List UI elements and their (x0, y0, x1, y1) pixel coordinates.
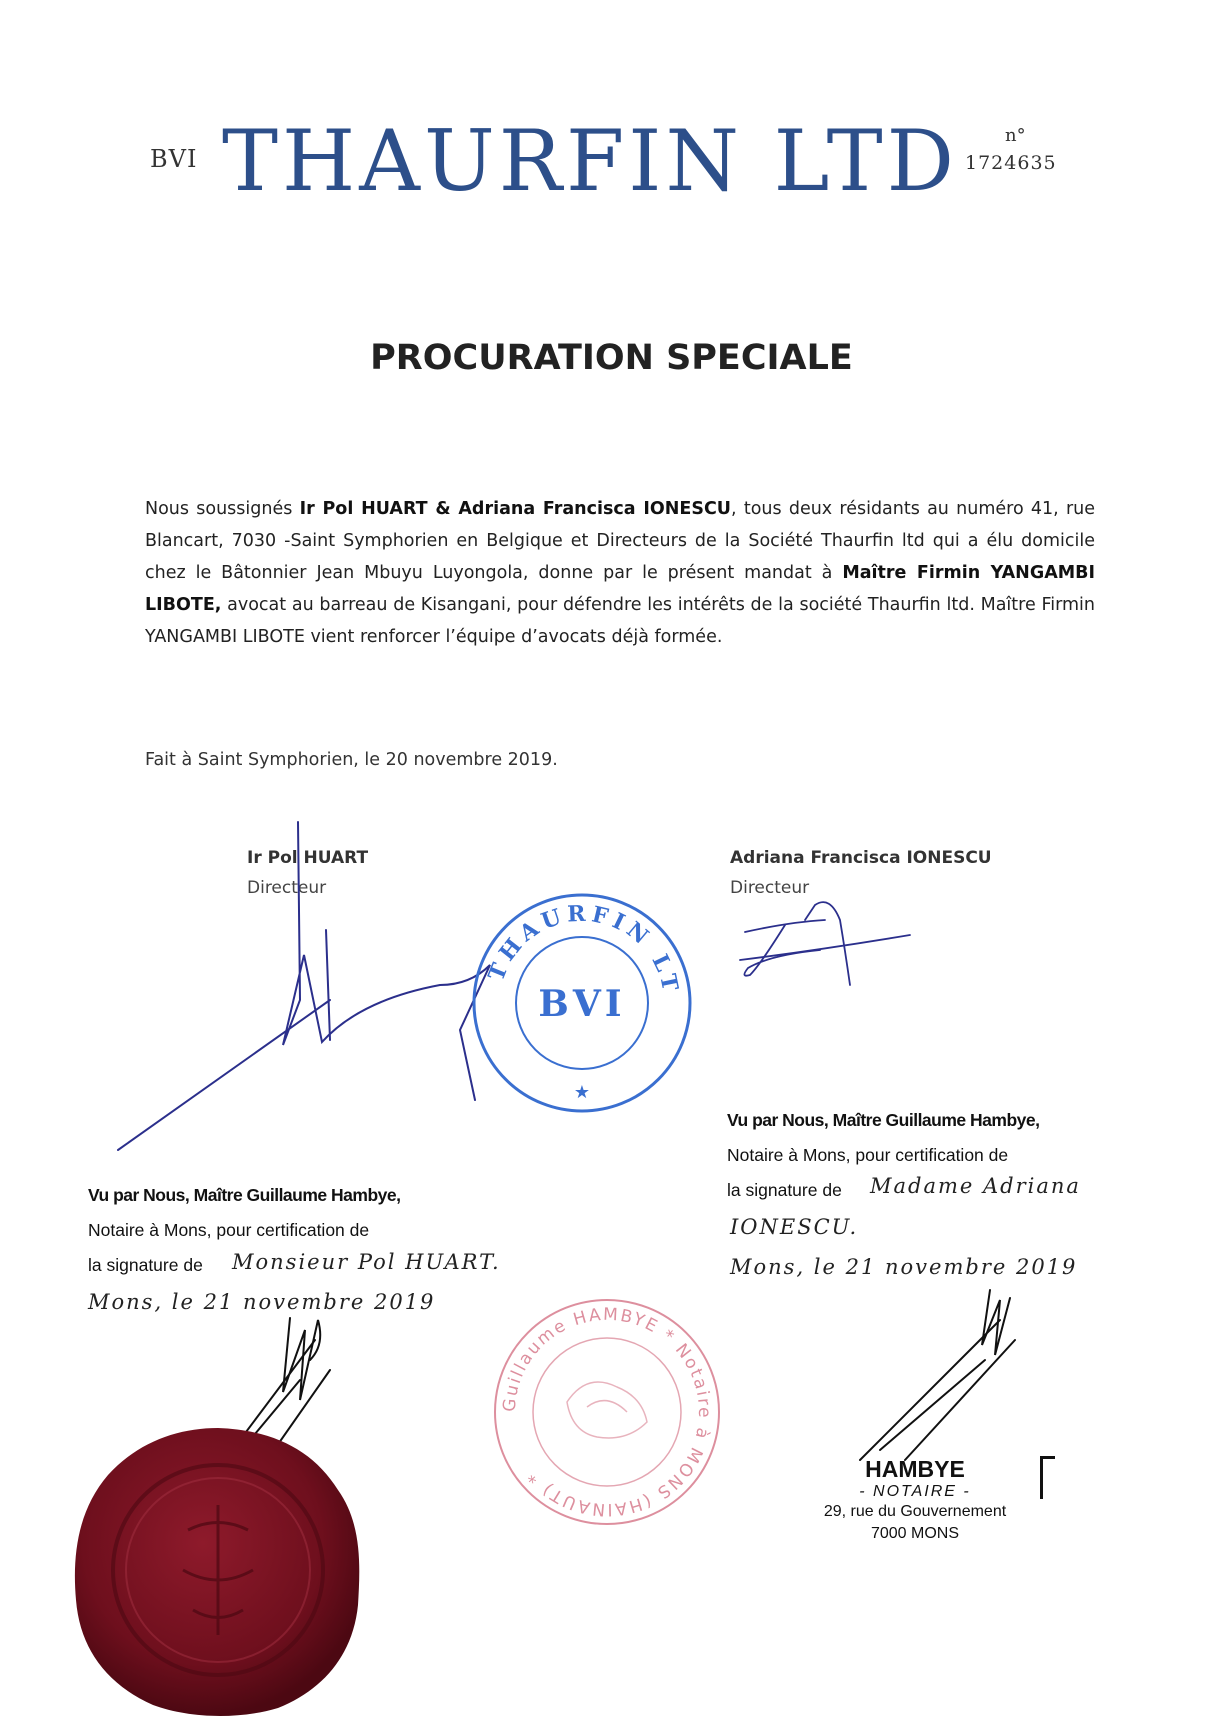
signatory-2-role: Directeur (730, 878, 810, 898)
notary-cert-1-handwritten-name: Monsieur Pol HUART. (232, 1250, 501, 1274)
star-icon: ★ (573, 1082, 591, 1103)
notary-cert-1-line3: la signature de (88, 1255, 203, 1275)
notary-cert-2-line1: Vu par Nous, Maître Guillaume Hambye, (727, 1110, 1040, 1130)
company-name: THAURFIN LTD (222, 112, 958, 210)
registration-number: 1724635 (965, 152, 1057, 174)
notary-cert-2-line2: Notaire à Mons, pour certification de (727, 1145, 1009, 1165)
notary-stamp-name: HAMBYE (865, 1456, 965, 1482)
notary-cert-2-line3: la signature de (727, 1180, 842, 1200)
notary-cert-2-handwritten-date: Mons, le 21 novembre 2019 (730, 1255, 1078, 1279)
notary-stamp-block (800, 1456, 1030, 1545)
notary-stamp-address-line2: 7000 MONS (870, 1525, 960, 1542)
body-text-2: , tous deux résidants au numéro 41, rue Blancart, 7030 -Saint Symphorien en Belgique et Directeurs de la Société Thaurfin ltd qui a élu domicile chez le Bâtonnier Jean Mbuyu Luyongola, donne par le présent mandat à (145, 499, 1096, 583)
notary-red-stamp-ring-text: Guillaume HAMBYE * Notaire à MONS (HAINAUT) * (499, 1304, 715, 1520)
signatory-1-role: Directeur (247, 878, 327, 898)
notary-cert-1-handwritten-date: Mons, le 21 novembre 2019 (88, 1290, 436, 1314)
body-text-3: avocat au barreau de Kisangani, pour défendre les intérêts de la société Thaurfin ltd. Maître Firmin YANGAMBI LIBOTE vient renforcer l’équipe d’avocats déjà formée. (145, 595, 1095, 647)
signatory-1-name: Ir Pol HUART (247, 848, 369, 868)
notary-stamp-address-line1: 29, rue du Gouvernement (823, 1503, 1007, 1520)
body-text-1: Nous soussignés (145, 499, 300, 519)
notary-cert-1-line2: Notaire à Mons, pour certification de (88, 1220, 370, 1240)
company-stamp-ring-text: THAURFIN LTD. (450, 863, 685, 999)
stamp-corner-mark (1040, 1456, 1055, 1499)
registration-label: n° (1005, 125, 1026, 146)
notary-cert-2-handwritten-name: Madame Adriana (870, 1174, 1081, 1198)
notary-cert-2-handwritten-surname: IONESCU. (730, 1215, 859, 1239)
company-stamp-center-text: BVI (538, 983, 626, 1025)
body-attorney: Maître Firmin YANGAMBI LIBOTE, (145, 563, 1096, 615)
notary-cert-1-line1: Vu par Nous, Maître Guillaume Hambye, (88, 1185, 401, 1205)
wax-seal-icon (68, 1420, 368, 1720)
signatory-2-name: Adriana Francisca IONESCU (730, 848, 992, 868)
place-date: Fait à Saint Symphorien, le 20 novembre 2019. (145, 750, 558, 770)
letterhead-prefix: BVI (150, 145, 198, 173)
document-title: PROCURATION SPECIALE (370, 338, 853, 378)
notary-stamp-role: - NOTAIRE - (859, 1483, 971, 1500)
body-grantors: Ir Pol HUART & Adriana Francisca IONESCU (299, 499, 732, 519)
